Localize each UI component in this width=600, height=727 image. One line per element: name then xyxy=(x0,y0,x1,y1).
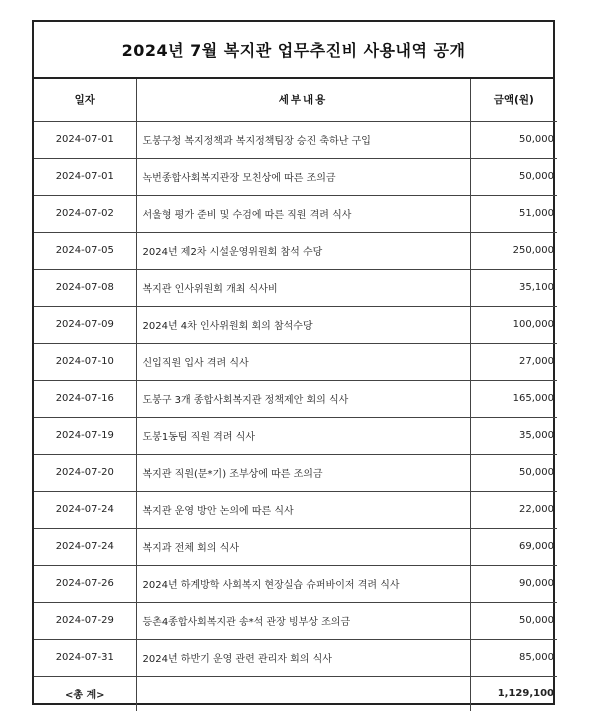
column-header-date: 일자 xyxy=(34,79,136,121)
row-date: 2024-07-01 xyxy=(34,158,136,195)
table-row xyxy=(34,269,557,306)
table-row xyxy=(34,565,557,602)
row-date: 2024-07-24 xyxy=(34,528,136,565)
row-description: 2024년 제2차 시설운영위원회 참석 수당 xyxy=(136,232,470,269)
row-amount: 27,000 xyxy=(470,343,557,380)
column-header-amount: 금액(원) xyxy=(470,79,557,121)
row-description: 복지관 인사위원회 개최 식사비 xyxy=(136,269,470,306)
row-date: 2024-07-08 xyxy=(34,269,136,306)
row-description: 도봉구 3개 종합사회복지관 정책제안 회의 식사 xyxy=(136,380,470,417)
row-date: 2024-07-10 xyxy=(34,343,136,380)
row-amount: 51,000 xyxy=(470,195,557,232)
row-description: 등촌4종합사회복지관 송*석 관장 빙부상 조의금 xyxy=(136,602,470,639)
row-description: 2024년 하반기 운영 관련 관리자 회의 식사 xyxy=(136,639,470,676)
total-label: <총 계> xyxy=(34,676,136,711)
row-date: 2024-07-01 xyxy=(34,121,136,158)
row-description: 복지관 직원(문*기) 조부상에 따른 조의금 xyxy=(136,454,470,491)
total-description-cell xyxy=(136,676,470,711)
table-row xyxy=(34,306,557,343)
table-row xyxy=(34,528,557,565)
row-amount: 85,000 xyxy=(470,639,557,676)
row-date: 2024-07-31 xyxy=(34,639,136,676)
table-row xyxy=(34,380,557,417)
row-description: 복지과 전체 회의 식사 xyxy=(136,528,470,565)
row-date: 2024-07-16 xyxy=(34,380,136,417)
row-amount: 35,000 xyxy=(470,417,557,454)
row-amount: 165,000 xyxy=(470,380,557,417)
row-date: 2024-07-05 xyxy=(34,232,136,269)
table-row xyxy=(34,232,557,269)
row-description: 2024년 하계방학 사회복지 현장실습 슈퍼바이저 격려 식사 xyxy=(136,565,470,602)
row-date: 2024-07-29 xyxy=(34,602,136,639)
table-row xyxy=(34,639,557,676)
page-title: 2024년 7월 복지관 업무추진비 사용내역 공개 xyxy=(34,22,553,79)
row-description: 도봉1동팀 직원 격려 식사 xyxy=(136,417,470,454)
row-description: 신입직원 입사 격려 식사 xyxy=(136,343,470,380)
row-amount: 90,000 xyxy=(470,565,557,602)
row-amount: 69,000 xyxy=(470,528,557,565)
total-amount: 1,129,100 xyxy=(470,676,557,711)
row-date: 2024-07-09 xyxy=(34,306,136,343)
row-amount: 50,000 xyxy=(470,158,557,195)
row-date: 2024-07-26 xyxy=(34,565,136,602)
row-description: 녹번종합사회복지관장 모친상에 따른 조의금 xyxy=(136,158,470,195)
row-description: 도봉구청 복지정책과 복지정책팀장 승진 축하난 구입 xyxy=(136,121,470,158)
row-amount: 50,000 xyxy=(470,454,557,491)
row-amount: 35,100 xyxy=(470,269,557,306)
row-description: 2024년 4차 인사위원회 회의 참석수당 xyxy=(136,306,470,343)
row-date: 2024-07-20 xyxy=(34,454,136,491)
row-amount: 100,000 xyxy=(470,306,557,343)
table-row xyxy=(34,417,557,454)
row-date: 2024-07-02 xyxy=(34,195,136,232)
column-header-description: 세부내용 xyxy=(136,79,470,121)
expense-report-sheet xyxy=(32,20,555,705)
table-header-row xyxy=(34,79,557,121)
table-row xyxy=(34,343,557,380)
row-amount: 50,000 xyxy=(470,602,557,639)
row-amount: 250,000 xyxy=(470,232,557,269)
row-amount: 50,000 xyxy=(470,121,557,158)
table-row xyxy=(34,121,557,158)
row-date: 2024-07-24 xyxy=(34,491,136,528)
row-date: 2024-07-19 xyxy=(34,417,136,454)
row-amount: 22,000 xyxy=(470,491,557,528)
row-description: 서울형 평가 준비 및 수검에 따른 직원 격려 식사 xyxy=(136,195,470,232)
total-row xyxy=(34,676,557,711)
table-row xyxy=(34,454,557,491)
table-row xyxy=(34,195,557,232)
expense-table xyxy=(34,79,557,711)
table-row xyxy=(34,602,557,639)
table-row xyxy=(34,158,557,195)
row-description: 복지관 운영 방안 논의에 따른 식사 xyxy=(136,491,470,528)
table-row xyxy=(34,491,557,528)
